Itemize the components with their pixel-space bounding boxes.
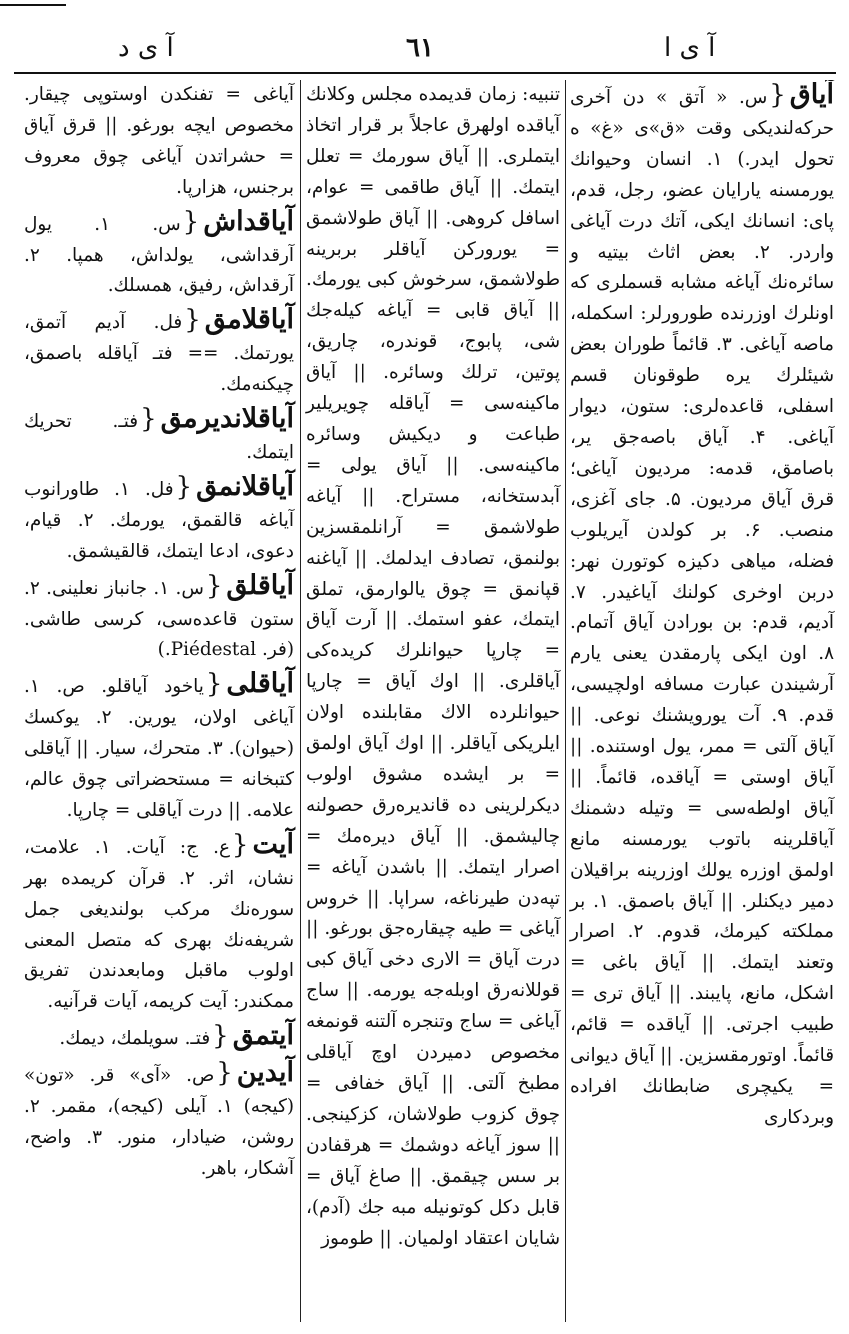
page-header xyxy=(14,30,836,66)
entry-headword: آیاقلامق xyxy=(204,304,294,336)
entry-definition: یاخود آیاقلو. ص. ۱. آیاغی اولان، یورین. ۲. یوکسك (حیوان). ۳. متحرك، سیار. || آیاقلی کتبخانه = مستحضراتی چوق عالم، علامه. || درت آیاقلی = چارپا. xyxy=(24,676,294,821)
entry-headword: آیتمق xyxy=(232,1020,294,1052)
entry-headword: آیت xyxy=(252,828,294,860)
entry-brace: { xyxy=(212,1021,229,1052)
header-rule xyxy=(14,72,836,74)
entry-brace: { xyxy=(205,570,223,601)
entry-definition: ع. ج: آیات. ۱. علامت، نشان، اثر. ۲. قرآن کریمده بهر سوره‌نك مرکب بولندیغی جمل شریفه‌نك بهری که متصل المعنی اولوب ماقبل ومابعدندن تفریق ممکندر: آیت کریمه، آیات قرآنیه. xyxy=(24,836,295,1013)
entry-brace: { xyxy=(769,80,786,110)
entry-headword: آیدین xyxy=(236,1057,294,1089)
entry-headword: آیاقلی xyxy=(226,668,294,700)
entry-definition: آیاغی = تفنکدن اوستوپی چیقار. مخصوص ایچه بورغو. || قرق آیاق = حشراتدن آیاغی چوق معروف برجنس، هزارپا. xyxy=(24,84,294,198)
dictionary-entry xyxy=(22,472,296,568)
entry-definition: فتـ. تحریك ایتمك. xyxy=(24,411,294,463)
dictionary-entry xyxy=(304,80,562,1254)
entry-brace: { xyxy=(175,471,193,502)
dictionary-entry xyxy=(22,404,296,469)
entry-brace: { xyxy=(140,404,157,435)
dictionary-entry xyxy=(22,571,296,667)
column-right xyxy=(568,80,836,1322)
dictionary-entry xyxy=(22,207,296,303)
entry-brace: { xyxy=(205,669,223,700)
dictionary-entry xyxy=(568,80,836,1134)
column-middle xyxy=(304,80,562,1322)
entry-definition: فل. ۱. طاورانوب آیاغه قالقمق، یورمك. ۲. قیام، دعوی، ادعا ایتمك، قالقیشمق. xyxy=(24,478,294,562)
dictionary-entry xyxy=(22,669,296,827)
entry-headword: آیاق xyxy=(789,80,834,110)
page-number: ٦١ xyxy=(406,33,434,63)
running-head-right: آ ی ا xyxy=(664,33,716,63)
entry-brace: { xyxy=(231,829,249,860)
running-head-left: آ ی د xyxy=(118,33,174,63)
dictionary-entry xyxy=(22,830,296,1018)
entry-headword: آیاقداش xyxy=(203,205,294,237)
dictionary-entry xyxy=(22,305,296,401)
entry-headword: آیاقلاندیرمق xyxy=(160,403,294,435)
dictionary-entry xyxy=(22,1021,296,1055)
corner-rule xyxy=(0,4,66,6)
entry-definition: س. ۱. یول آرقداشی، یولداش، همپا. ۲. آرقداش، رفیق، همسلك. xyxy=(24,213,294,297)
entry-definition: تنبیه: زمان قدیمده مجلس وکلانك آیاقده اولهرق عاجلاً بر قرار اتخاذ ایتملری. || آیاق سورمك = تعلل ایتمك. || آیاق طاقمی = عوام، اسافل کروهی. || آیاق طولاشمق = یورورکن آیاقلر بربرینه طولاشمق، سرخوش کبی یورمك. || آیاق قابی = آیاغه کیله‌جك شی، پابوج، قوندره، چاریق، پوتین، ترلك وسائره. || آیاق ماکینه‌سی = آیاقله چویریلیر طباعت و دیکیش وسائره ماکینه‌سی. || آیاق یولی = آبدستخانه، مستراح. || آیاغه طولاشمق = آرانلمقسزین بولنمق، تصادف ایدلمك. || آیاغنه قپانمق = چوق یالوارمق، تملق ایتمك، عفو استمك. || آرت آیاق = چارپا حیوانلرك کریده‌کی آیاقلری. || اوك آیاق = چارپا حیوانلرده الاك مقابلنده اولان ایلریکی آیاقلر. || اوك آیاق اولمق = بر ایشده مشوق اولوب دیکرلرینی ده قاندیره‌رق حصولنه چالیشمق. || آیاق دیره‌مك = اصرار ایتمك. || باشدن آیاغه = تپه‌دن طیرناغه، سراپا. || خروس آیاغی = طیه چیقاره‌جق بورغو. || درت آیاق = الاری دخی آیاق کبی قوللانه‌رق اوبله‌جه یورمه. || ساج آیاغی = ساج وتنجره آلتنه قونمغه مخصوص دمیردن اوچ آیاقلی مطبخ آلتی. || آیاق خفافی = چوق کزوب طولاشان، کزکینجی. || سوز آیاغه دوشمك = هرقفادن بر سس چیقمق. || صاغ آیاق = قابل دکل کوتونیله مبه جك (آدم)، شایان اعتقاد اولمیان. || طوموز xyxy=(306,84,560,1249)
entry-definition: فل. آدیم آتمق، یورتمك. == فتـ آیاقله باصمق، چیکنه‌مك. xyxy=(24,312,294,396)
dictionary-entry xyxy=(22,1058,296,1185)
entry-headword: آیاقلانمق xyxy=(196,470,294,502)
entry-definition: فتـ. سویلمك، دیمك. xyxy=(59,1028,211,1050)
column-divider-right xyxy=(565,80,566,1322)
entry-headword: آیاقلق xyxy=(226,569,294,601)
entry-definition: س. ۱. جانباز نعلینی. ۲. ستون قاعده‌سی، کرسی طاشی. (فر. Piédestal.) xyxy=(24,577,294,661)
entry-brace: { xyxy=(184,305,201,336)
column-left xyxy=(22,80,296,1322)
entry-definition: ص. «آی» قر. «تون» (کیجه) ۱. آیلی (کیجه)، مقمر. ۲. روشن، ضیادار، منور. ۳. واضح، آشکار، باهر. xyxy=(24,1065,294,1179)
dictionary-entry xyxy=(22,80,296,204)
entry-brace: { xyxy=(182,206,200,237)
entry-definition: س. « آتق » دن آخری حرکه‌لندیکی وقت «ق»ی «غ» ه تحول ایدر.) ۱. انسان وحیوانك یورمسنه یارایان عضو، رجل، قدم، پای: انسانك ایکی، آتك درت آیاغی واردر. ۲. بعض اثاث بیتیه و سائره‌نك آیاغه مشابه قسملری که اونلرك اوزرنده طورورلر: اسکمله، ماصه آیاغی. ۳. قائماً طوران بعض شیئلرك یره طوقونان قسم اسفلی، قاعده‌لری: ستون، دیوار آیاغی. ۴. آیاق باصه‌جق یر، باصامق، قدمه: مردیون آیاغی؛ قرق آیاق مردیون. ۵. جای آغزی، منصب. ۶. بر کولدن آیریلوب فضله‌، میاهی دکیزه کوتورن نهر: دربن اوخری کولنك آیاغیدر. ۷. آدیم، قدم: بن بورادن آیاق آتمام. ۸. اون ایکی پارمقدن یعنی یارم آرشیندن عبارت مسافه اولچیسی، قدم. ۹. آت یورویشنك نوعی. || آیاق آلتی = ممر، یول اوستنده. || آیاق اوستی = آیاقده، قائماً. || آیاق اولطه‌سی = وتیله دشمنك آیاقلرینه باتوب یورمسنه مانع اولمق اوزره یولك اوزرینه براقیلان دمیر دیکنلر. || آیاق باصمق. ۱. بر مملکته کیرمك، قدوم. ۲. اصرار وتعند ایتمك. || آیاق باغی = اشکل، مانع، پایبند. || آیاق تری = طبیب اجرتی. || آیاقده = قائم، قائماً. اوتورمقسزین. || آیاق دیوانی = یکیچری ضابطانك افراده وبردکاری xyxy=(570,87,834,1128)
column-divider-left xyxy=(300,80,301,1322)
entry-brace: { xyxy=(216,1058,233,1089)
